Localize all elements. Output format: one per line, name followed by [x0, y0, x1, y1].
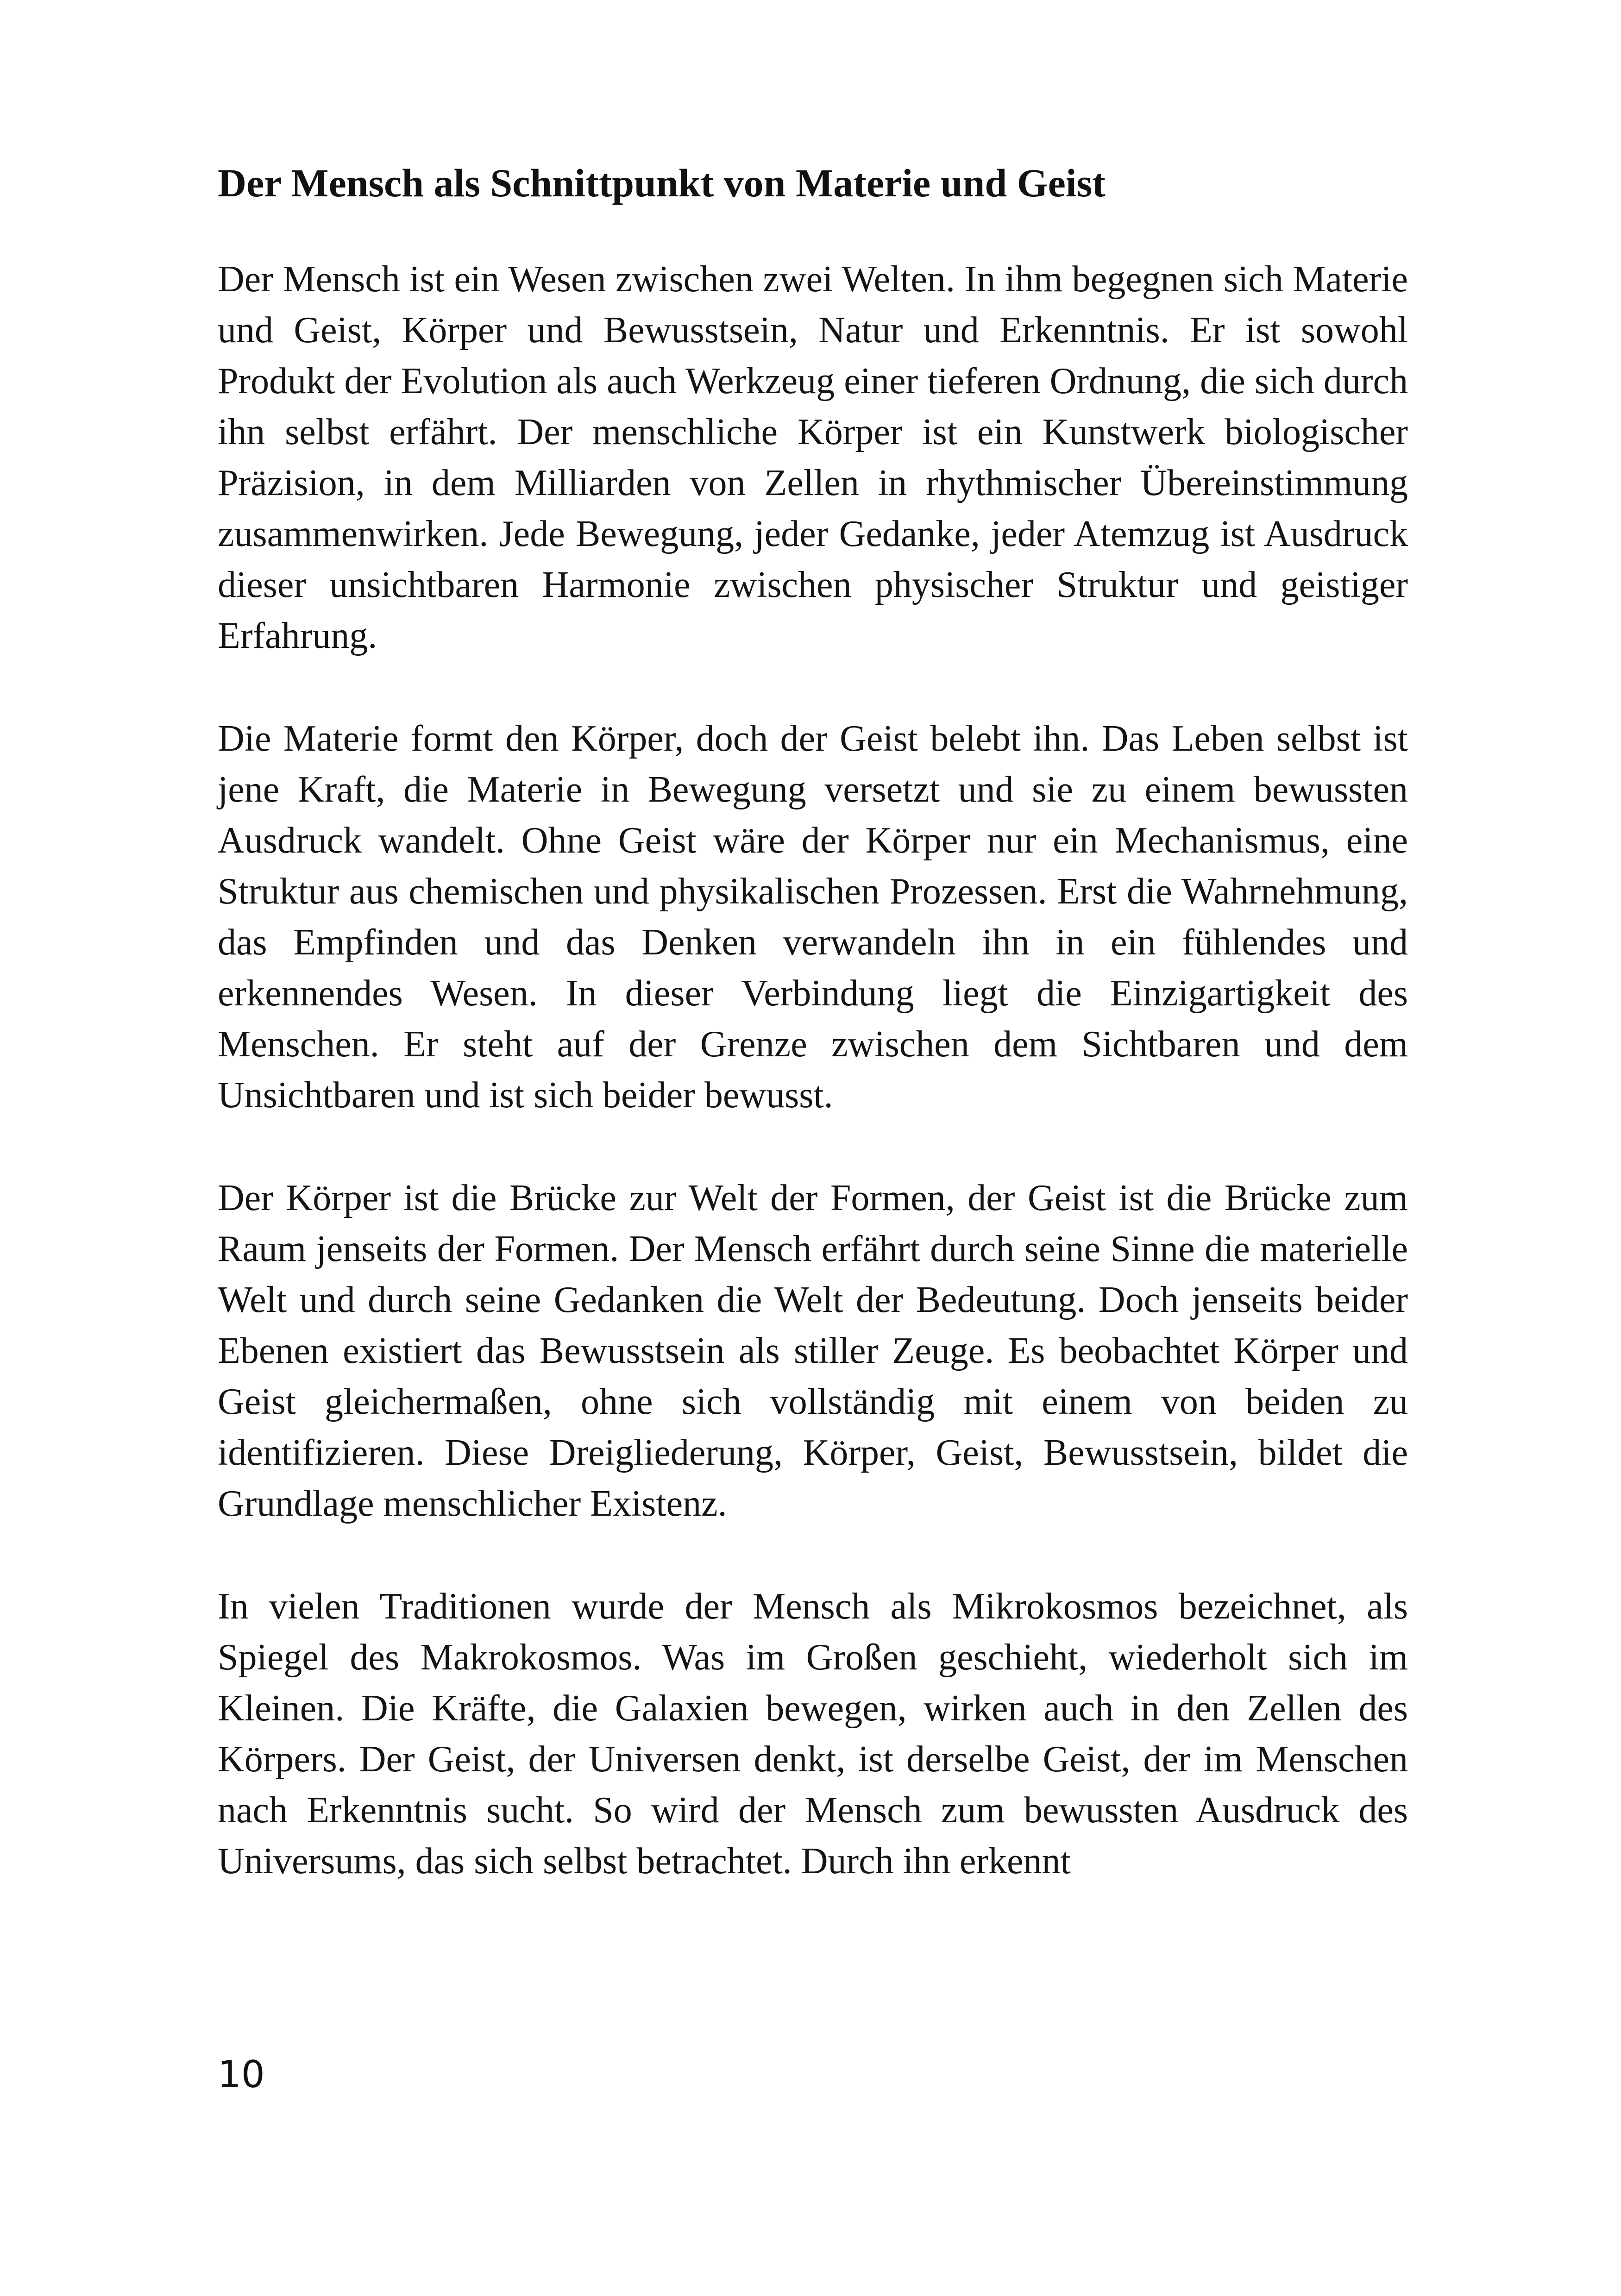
paragraph-4: In vielen Traditionen wurde der Mensch als Mikrokosmos bezeichnet, als Spiegel des Makrokosmos. Was im Großen geschieht, wiederholt sich im Kleinen. Die Kräfte, die Galaxien bewegen, wirken auch in den Zellen des Körpers. Der Geist, der Universen denkt, ist derselbe Geist, der im Menschen nach Erkenntnis sucht. So wird der Mensch zum bewussten Ausdruck des Universums, das sich selbst betrachtet. Durch ihn erkennt	[218, 1586, 1408, 1882]
page-number: 10	[218, 2053, 265, 2096]
paragraph-1: Der Mensch ist ein Wesen zwischen zwei Welten. In ihm begegnen sich Materie und Geist, Körper und Bewusstsein, Natur und Erkenntnis. Er ist sowohl Produkt der Evolution als auch Werkzeug einer tieferen Ordnung, die sich durch ihn selbst erfährt. Der menschliche Körper ist ein Kunstwerk biologischer Präzision, in dem Milliarden von Zellen in rhythmischer Übereinstimmung zusammenwirken. Jede Bewegung, jeder Gedanke, jeder Atemzug ist Ausdruck dieser unsichtbaren Harmonie zwischen physischer Struktur und geistiger Erfahrung.	[218, 258, 1408, 656]
paragraph-3: Der Körper ist die Brücke zur Welt der Formen, der Geist ist die Brücke zum Raum jenseits der Formen. Der Mensch erfährt durch seine Sinne die materielle Welt und durch seine Gedanken die Welt der Bedeutung. Doch jenseits beider Ebenen existiert das Bewusstsein als stiller Zeuge. Es beobachtet Körper und Geist gleichermaßen, ohne sich vollständig mit einem von beiden zu identifizieren. Diese Dreigliederung, Körper, Geist, Bewusstsein, bildet die Grundlage menschlicher Existenz.	[218, 1177, 1408, 1524]
paragraph-2: Die Materie formt den Körper, doch der Geist belebt ihn. Das Leben selbst ist jene Kraft, die Materie in Bewegung versetzt und sie zu einem bewussten Ausdruck wandelt. Ohne Geist wäre der Körper nur ein Mechanismus, eine Struktur aus chemischen und physikalischen Prozessen. Erst die Wahrnehmung, das Empfinden und das Denken verwandeln ihn in ein fühlendes und erkennendes Wesen. In dieser Verbindung liegt die Einzigartigkeit des Menschen. Er steht auf der Grenze zwischen dem Sichtbaren und dem Unsichtbaren und ist sich beider bewusst.	[218, 718, 1408, 1116]
chapter-title: Der Mensch als Schnittpunkt von Materie und Geist	[218, 161, 1106, 205]
page-content	[218, 157, 1408, 1938]
